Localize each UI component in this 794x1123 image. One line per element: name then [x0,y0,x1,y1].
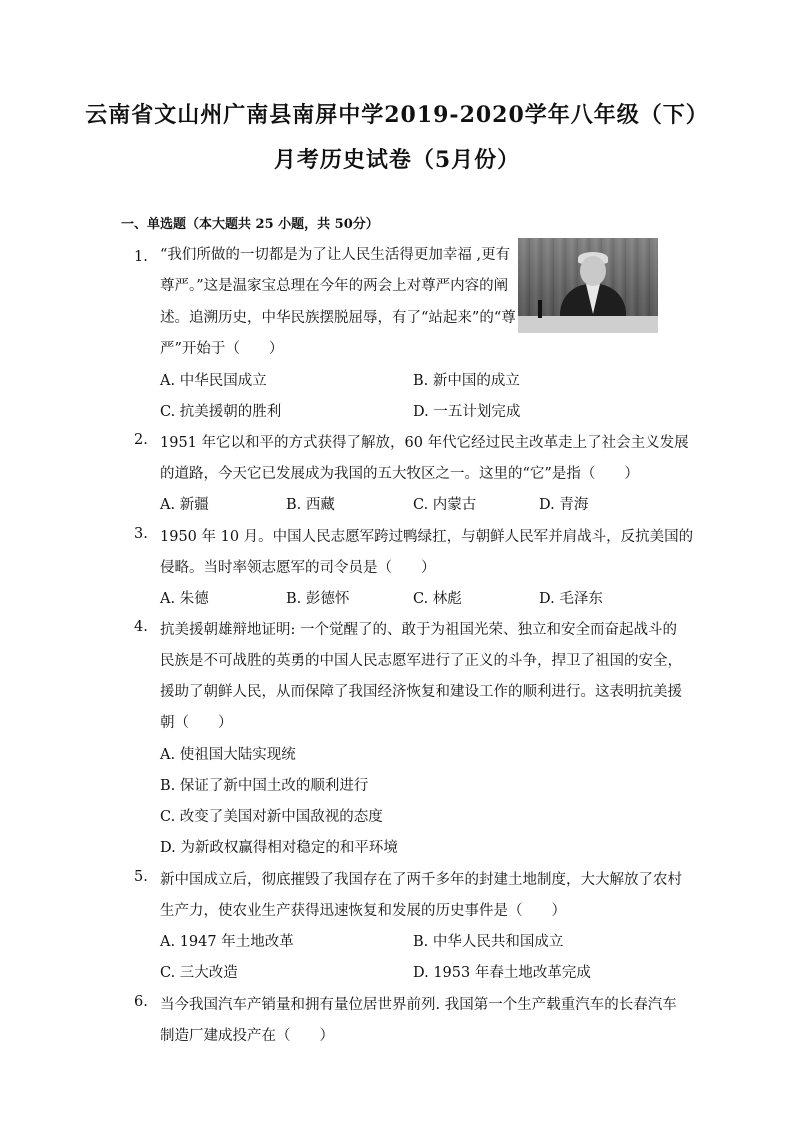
option-c[interactable]: C. 内蒙古 [413,497,477,513]
question-text-line: 抗美援朝雄辩地证明: 一个觉醒了的、敢于为祖国光荣、独立和安全而奋起战斗的 [160,622,677,638]
question-text-line: 生产力，使农业生产获得迅速恢复和发展的历史事件是（ ） [160,903,566,919]
section-heading: 一、单选题（本大题共 25 小题，共 50分） [121,217,379,232]
option-a[interactable]: A. 1947 年土地改革 [160,934,294,950]
option-d[interactable]: D. 1953 年春土地改革完成 [413,965,591,981]
option-c[interactable]: C. 抗美援朝的胜利 [160,404,282,420]
option-c[interactable]: C. 改变了美国对新中国敌视的态度 [160,809,383,825]
question-text-line: 援助了朝鲜人民，从而保障了我国经济恢复和建设工作的顺利进行。这表明抗美援 [160,684,682,700]
question-number: 6. [134,994,148,1010]
question-text-line: 1951 年它以和平的方式获得了解放，60 年代它经过民主改革走上了社会主义发展 [160,435,689,451]
question-number: 4. [134,619,148,635]
question-text-line: 1950 年 10 月。中国人民志愿军跨过鸭绿扛，与朝鲜人民军并肩战斗，反抗美国的 [160,529,694,545]
question-text-line: 侵略。当时率领志愿军的司令员是（ ） [160,560,436,576]
question-text-line: 述。追溯历史，中华民族摆脱屈辱，有了“站起来”的“尊 [160,310,516,326]
option-b[interactable]: B. 彭德怀 [286,591,350,607]
option-a[interactable]: A. 使祖国大陆实现统 [160,747,296,763]
option-a[interactable]: A. 朱德 [160,591,209,607]
exam-title-line-2: 月考历史试卷（5月份） [273,147,521,173]
question-text-line: 制造厂建成投产在（ ） [160,1028,334,1044]
option-b[interactable]: B. 中华人民共和国成立 [413,934,564,950]
speaker-photo [518,238,658,333]
option-d[interactable]: D. 为新政权赢得相对稳定的和平环境 [160,840,398,856]
question-text-line: “我们所做的一切都是为了让人民生活得更加幸福 ,更有 [160,247,511,263]
option-c[interactable]: C. 林彪 [413,591,462,607]
question-text-line: 的道路，今天它已发展成为我国的五大牧区之一。这里的“它”是指（ ） [160,466,639,482]
option-b[interactable]: B. 新中国的成立 [413,373,520,389]
question-number: 2. [134,432,148,448]
question-text-line: 尊严。”这是温家宝总理在今年的两会上对尊严内容的阐 [160,278,509,294]
option-a[interactable]: A. 中华民国成立 [160,373,267,389]
option-d[interactable]: D. 一五计划完成 [413,404,521,420]
question-text-line: 当今我国汽车产销量和拥有量位居世界前列. 我国第一个生产载重汽车的长春汽车 [160,997,677,1013]
question-number: 3. [134,526,148,542]
question-text-line: 民族是不可战胜的英勇的中国人民志愿军进行了正义的斗争，捍卫了祖国的安全， [160,653,682,669]
option-b[interactable]: B. 西藏 [286,497,335,513]
exam-title-line-1: 云南省文山州广南县南屏中学2019-2020学年八年级（下） [85,102,709,128]
question-number: 1. [134,249,148,265]
option-c[interactable]: C. 三大改造 [160,965,238,981]
option-a[interactable]: A. 新疆 [160,497,209,513]
option-d[interactable]: D. 毛泽东 [539,591,603,607]
question-text-line: 朝（ ） [160,715,233,731]
option-b[interactable]: B. 保证了新中国土改的顺利进行 [160,778,369,794]
question-text-line: 严”开始于（ ） [160,341,284,357]
question-text-line: 新中国成立后，彻底摧毁了我国存在了两千多年的封建土地制度，大大解放了农村 [160,872,682,888]
question-number: 5. [134,869,148,885]
option-d[interactable]: D. 青海 [539,497,589,513]
